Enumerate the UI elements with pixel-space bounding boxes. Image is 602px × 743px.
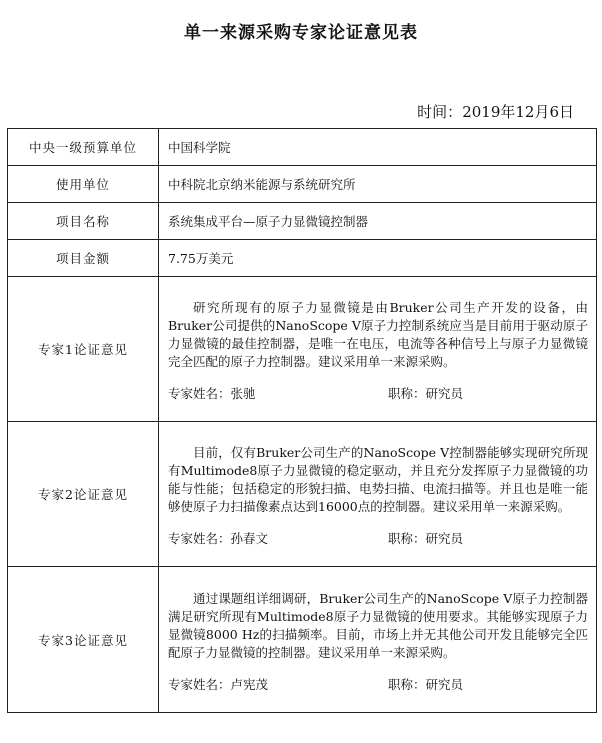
expert-3-opinion-cell (159, 567, 597, 713)
expert-2-opinion: 目前，仅有Bruker公司生产的NanoScope V控制器能够实现研究所现有Multimode8原子力显微镜的稳定驱动，并且充分发挥原子力显微镜的功能与性能；包括稳定的形貌扫描、电势扫描、电流扫描等。并且也是唯一能够使原子力扫描像素点达到16000点的控制器。建议采用单一来源采购。 (168, 445, 588, 514)
document-date (417, 101, 574, 122)
user-unit-value: 中科院北京纳米能源与系统研究所 (159, 166, 597, 203)
expert-3-signature (168, 676, 588, 694)
expert-1-row (8, 277, 597, 422)
expert-3-opinion: 通过课题组详细调研，Bruker公司生产的NanoScope V原子力控制器满足研究所现有Multimode8原子力显微镜的使用要求。其能够实现原子力显微镜8000 Hz的扫描频率。目前，市场上并无其他公司开发且能够完全匹配原子力显微镜的控制器。建议采用单一来源采购。 (168, 590, 588, 660)
expert-2-row (8, 422, 597, 567)
expert-3-label: 专家3论证意见 (8, 567, 159, 713)
budget-unit-value: 中国科学院 (159, 129, 597, 166)
budget-unit-label: 中央一级预算单位 (8, 129, 159, 166)
expert-1-title: 研究员 (425, 386, 464, 401)
expert-1-title-label: 职称： (388, 386, 426, 401)
table-row (8, 240, 597, 277)
expert-3-title-label: 职称： (388, 676, 426, 692)
project-name-label: 项目名称 (8, 203, 159, 240)
expert-2-label: 专家2论证意见 (8, 422, 159, 567)
date-label: 时间： (417, 103, 463, 121)
table-row (8, 203, 597, 240)
table-row (8, 129, 597, 166)
expert-3-row (8, 567, 597, 713)
expert-2-name-label: 专家姓名： (168, 531, 231, 546)
expert-3-name: 卢宪茂 (230, 676, 269, 692)
expert-1-signature (168, 385, 588, 403)
expert-2-title: 研究员 (425, 531, 464, 546)
user-unit-label: 使用单位 (8, 166, 159, 203)
date-value: 2019年12月6日 (462, 103, 574, 121)
document-title: 单一来源采购专家论证意见表 (184, 23, 418, 43)
project-amount-label: 项目金额 (8, 240, 159, 277)
expert-2-title-label: 职称： (388, 531, 426, 546)
project-name-value: 系统集成平台—原子力显微镜控制器 (159, 203, 597, 240)
expert-2-opinion-cell (159, 422, 597, 567)
expert-1-name: 张驰 (230, 386, 256, 401)
expert-2-name: 孙春文 (230, 531, 269, 546)
expert-3-name-label: 专家姓名： (168, 676, 231, 692)
expert-3-title: 研究员 (425, 676, 464, 692)
table-row (8, 166, 597, 203)
expert-1-opinion-cell (159, 277, 597, 422)
project-amount-value: 7.75万美元 (159, 240, 597, 277)
opinion-form-table (7, 128, 597, 713)
expert-1-opinion: 研究所现有的原子力显微镜是由Bruker公司生产开发的设备，由Bruker公司提供的NanoScope V原子力控制系统应当是目前用于驱动原子力显微镜的最佳控制器，是唯一在电压，电流等各种信号上与原子力显微镜完全匹配的原子力控制器。建议采用单一来源采购。 (168, 300, 588, 369)
expert-2-signature (168, 530, 588, 548)
expert-1-name-label: 专家姓名： (168, 386, 231, 401)
expert-1-label: 专家1论证意见 (8, 277, 159, 422)
